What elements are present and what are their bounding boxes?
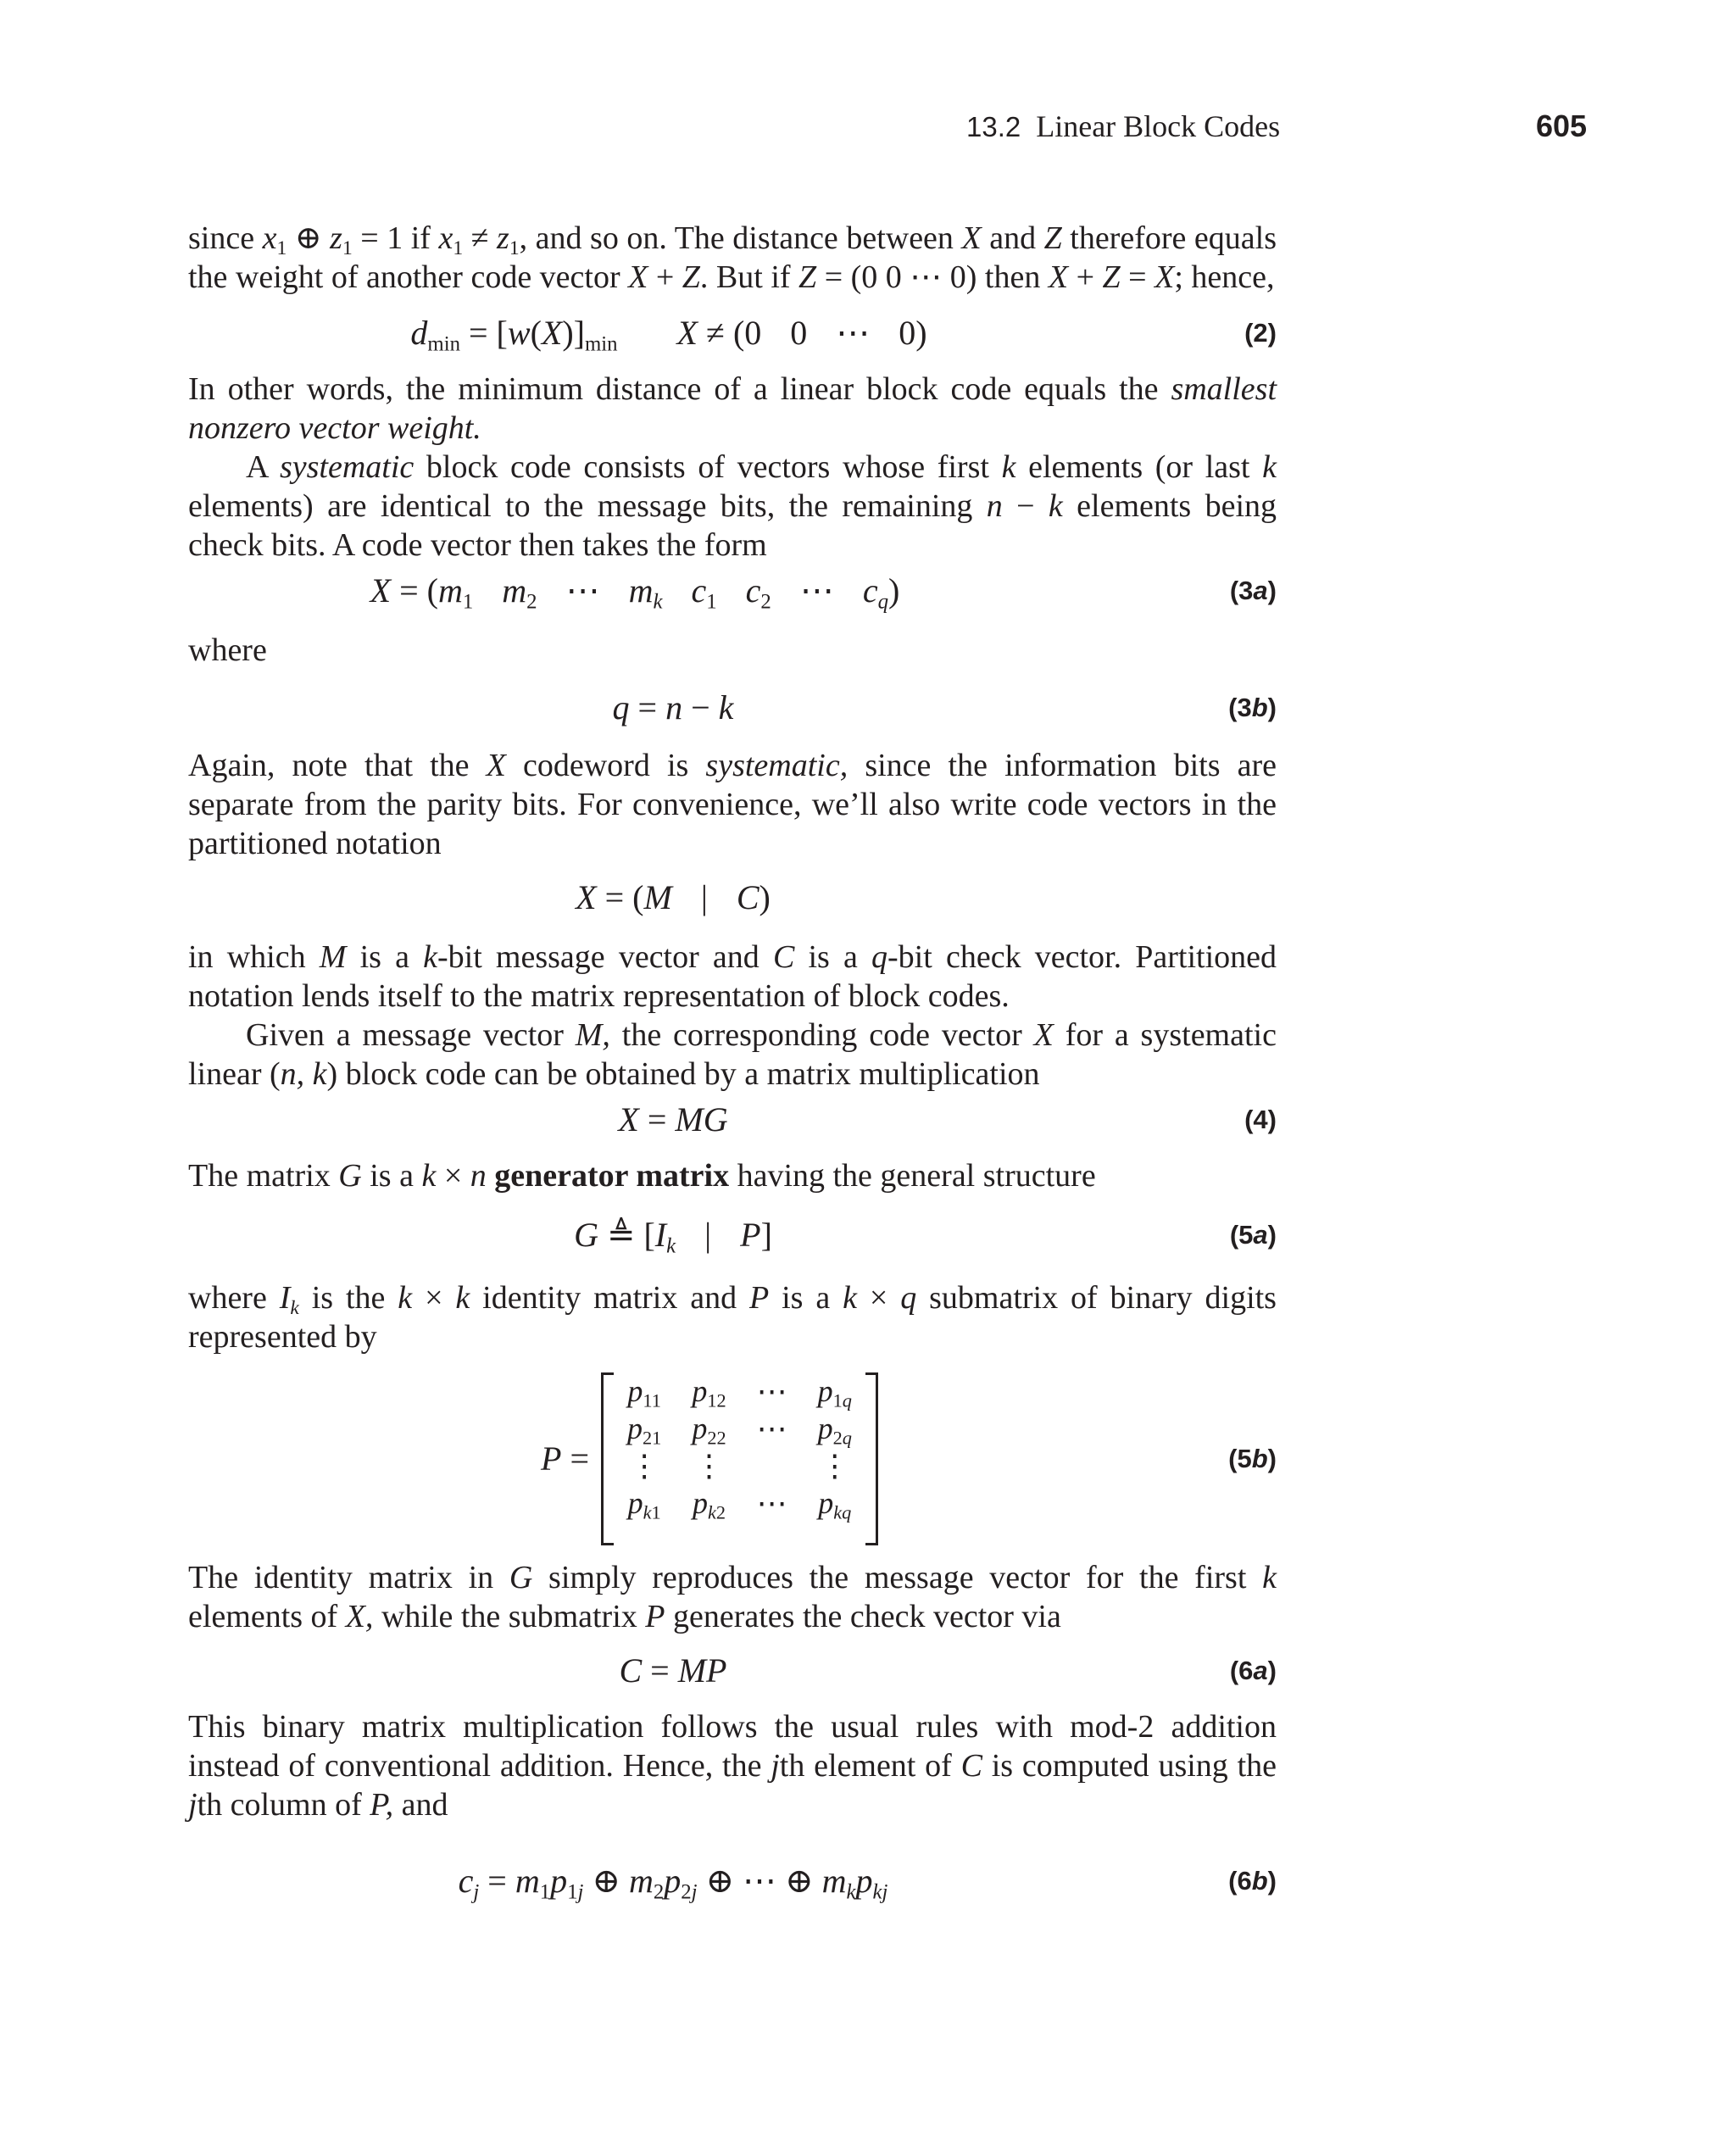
equation-number: (3a) [1229, 576, 1277, 605]
equation-6b: $c_j = m_1p_{1j}$ ⊕ $m_2p_{2j}$ ⊕ ⋯ ⊕ $m_kp_{kj}$ (6b) [458, 1862, 1277, 1904]
paragraph: Given a message vector M, the corresponding code vector X for a systematic linear (n, k) block code can be obtained by a matrix multiplication [188, 1017, 1277, 1092]
matrix-P: $p_{11}$ $p_{12}$ ⋯ $p_{1q}$ $p_{21}$ $p_{22}$ ⋯ $p_{2q}$ ⋮ ⋮ ⋮ $p_{k1}$ $p_{k2}$ ⋯ $p_{kq}$ [601, 1372, 878, 1545]
equation-3a: $X = (m_1$ $m_2$ ⋯ $m_k$ $c_1$ $c_2$ ⋯ $c_q$) (3a) [370, 571, 1277, 614]
page-body [188, 219, 1277, 1912]
paragraph: The identity matrix in G simply reproduces the message vector for the first k elements of X, while the submatrix P generates the check vector via [188, 1560, 1277, 1634]
page-number: 605 [1536, 109, 1588, 143]
paragraph: In other words, the minimum distance of a linear block code equals the smallest nonzero vector weight. [188, 371, 1277, 446]
equation-number: (4) [1244, 1105, 1277, 1134]
running-header [966, 109, 1280, 144]
equation-4: X = MG (4) [618, 1100, 1277, 1139]
paragraph: in which M is a k-bit message vector and C is a q-bit check vector. Partitioned notation lends itself to the matrix representation of block codes. [188, 939, 1277, 1014]
paragraph: A systematic block code consists of vectors whose first k elements (or last k elements) are identical to the message bits, the remaining n − k elements being check bits. A code vector then takes the form [188, 449, 1277, 563]
equation-number: (6b) [1228, 1866, 1277, 1896]
paragraph: where $I_k$ is the k × k identity matrix and P is a k × q submatrix of binary digits represented by [188, 1280, 1277, 1355]
paragraph: Again, note that the X codeword is systematic, since the information bits are separate from the parity bits. For convenience, we’ll also write code vectors in the partitioned notation [188, 748, 1277, 861]
equation-number: (5a) [1229, 1220, 1277, 1250]
equation-3b: q = n − k (3b) [612, 688, 1277, 727]
equation-5b: P = $p_{11}$ $p_{12}$ ⋯ $p_{1q}$ $p_{21}$ $p_{22}$ ⋯ $p_{2q}$ ⋮ ⋮ ⋮ $p_{k1}$ $p_{k2}$ ⋯ $p_{kq}$ (5b) [188, 1370, 1277, 1548]
equation-5a: G ≜ [$I_k$ | P] (5a) [574, 1216, 1277, 1258]
paragraph: since $x_1$ ⊕ $z_1 = 1$ if $x_1 \ne z_1$, and so on. The distance between X and Z therefore equals the weight of another code vector X + Z. But if Z = (0 0 ⋯ 0) then X + Z = X; hence, [188, 220, 1277, 295]
paragraph: where [188, 632, 267, 668]
equation-number: (5b) [1228, 1444, 1277, 1473]
equation-number: (3b) [1228, 693, 1277, 722]
equation-number: (6a) [1229, 1656, 1277, 1685]
paragraph: This binary matrix multiplication follows the usual rules with mod-2 addition instead of conventional addition. Hence, the jth element of C is computed using the jth column of P, and [188, 1709, 1277, 1823]
section-title: Linear Block Codes [1036, 109, 1281, 143]
section-number: 13.2 [966, 111, 1021, 142]
equation-6a: C = MP (6a) [619, 1651, 1277, 1690]
equation-partitioned: X = (M | C) [576, 878, 771, 916]
equation-2: $d_{min} = [w(X)]_{min}$ X ≠ (0 0 ⋯ 0) (2) [410, 314, 1277, 356]
equation-number: (2) [1244, 318, 1277, 348]
paragraph: The matrix G is a k × n generator matrix having the general structure [188, 1158, 1096, 1194]
